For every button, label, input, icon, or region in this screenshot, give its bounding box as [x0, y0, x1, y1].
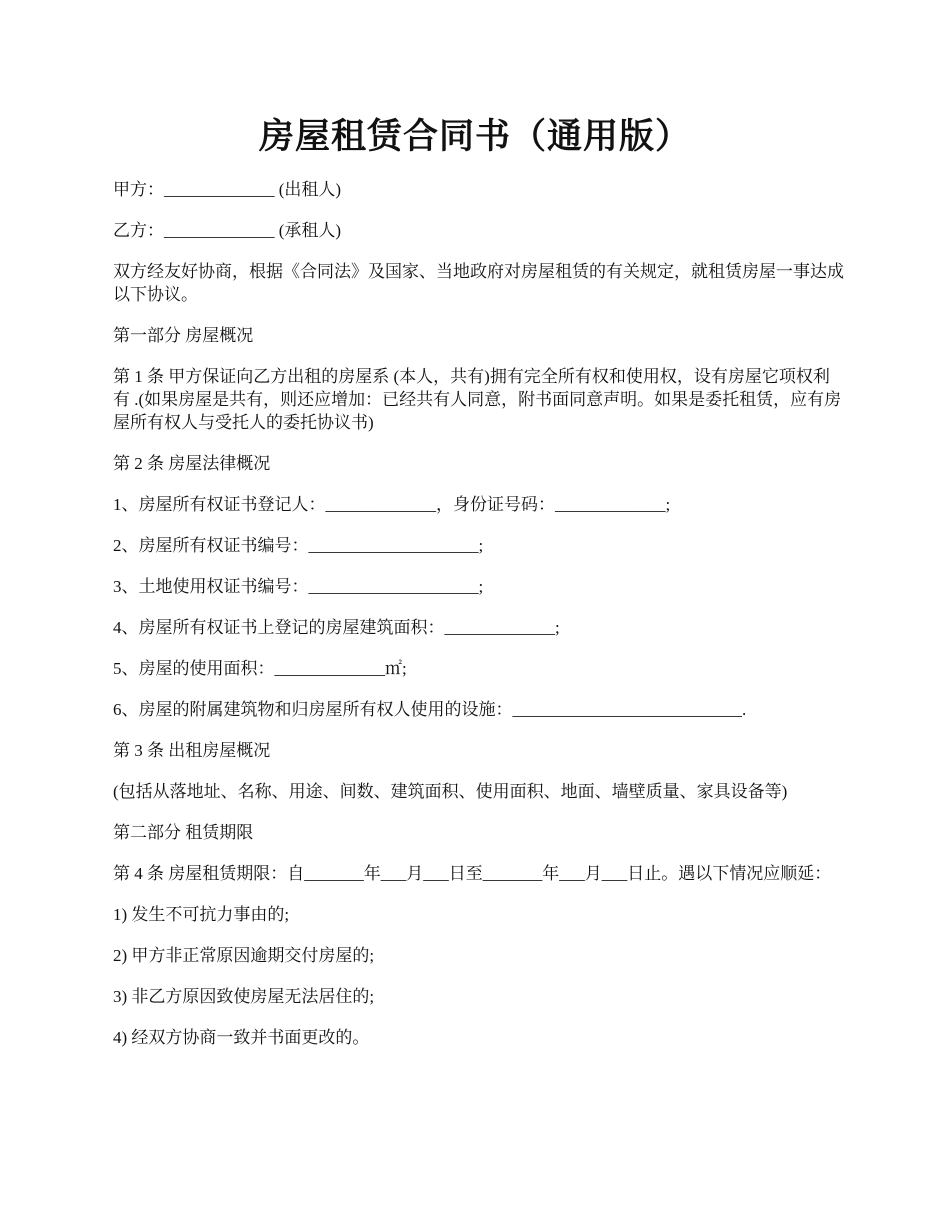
article-3-paragraph: (包括从落地址、名称、用途、间数、建筑面积、使用面积、地面、墙壁质量、家具设备等): [113, 782, 788, 801]
extension-item-2: 2) 甲方非正常原因逾期交付房屋的;: [113, 946, 375, 965]
extension-item-1: 1) 发生不可抗力事由的;: [113, 905, 290, 924]
party-b-line: 乙方：_____________ (承租人): [113, 221, 342, 240]
party-a-line: 甲方：_____________ (出租人): [113, 180, 342, 199]
article-2-heading: 第 2 条 房屋法律概况: [113, 454, 271, 473]
article-1-paragraph: 第 1 条 甲方保证向乙方出租的房屋系 (本人，共有)拥有完全所有权和使用权，设有房屋它项权利有 .(如果房屋是共有，则还应增加：已经共有人同意，附书面同意声明。如果是委托租赁，应有房屋所有权人与受托人的委托协议书): [113, 367, 842, 432]
part-one-heading: 第一部分 房屋概况: [113, 326, 254, 345]
article-2-item-3: 3、土地使用权证书编号：____________________;: [113, 577, 484, 596]
article-2-item-5: 5、房屋的使用面积：_____________㎡;: [113, 659, 407, 678]
article-2-item-4: 4、房屋所有权证书上登记的房屋建筑面积：_____________;: [113, 618, 560, 637]
document-body: [113, 178, 845, 1067]
article-2-item-6: 6、房屋的附属建筑物和归房屋所有权人使用的设施：___________________________.: [113, 700, 747, 719]
article-2-item-2: 2、房屋所有权证书编号：____________________;: [113, 536, 484, 555]
extension-item-3: 3) 非乙方原因致使房屋无法居住的;: [113, 987, 375, 1006]
article-4-paragraph: 第 4 条 房屋租赁期限：自_______年___月___日至_______年___月___日止。遇以下情况应顺延：: [113, 864, 832, 883]
extension-item-4: 4) 经双方协商一致并书面更改的。: [113, 1028, 370, 1047]
article-2-item-1: 1、房屋所有权证书登记人：_____________，身份证号码：_____________;: [113, 495, 671, 514]
preamble-paragraph: 双方经友好协商，根据《合同法》及国家、当地政府对房屋租赁的有关规定，就租赁房屋一事达成以下协议。: [113, 262, 844, 304]
part-two-heading: 第二部分 租赁期限: [113, 823, 254, 842]
document-title: 房屋租赁合同书（通用版）: [258, 117, 691, 156]
article-3-heading: 第 3 条 出租房屋概况: [113, 741, 271, 760]
